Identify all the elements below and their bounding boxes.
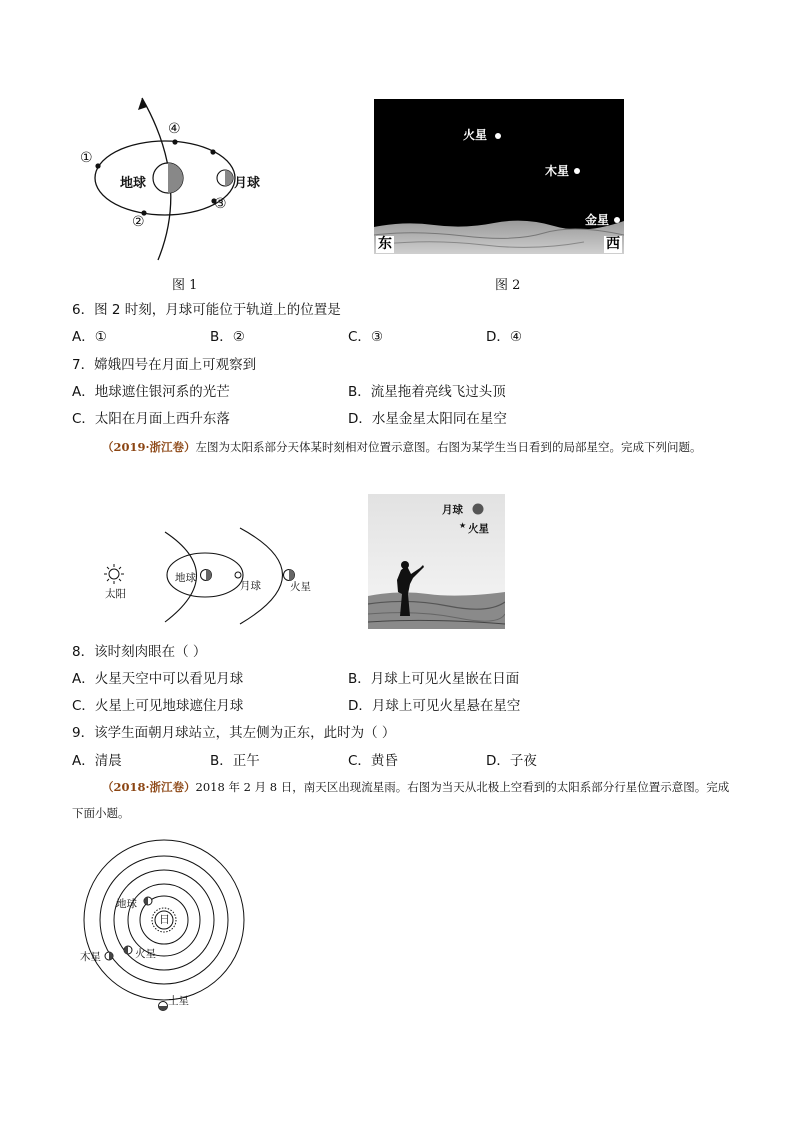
intro-2019-text: 左图为太阳系部分天体某时刻相对位置示意图。右图为某学生当日看到的局部星空。完成下列问题。 bbox=[195, 440, 702, 454]
fig2-mars-label: 火星 bbox=[463, 128, 488, 142]
q9-option-d[interactable]: D．子夜 bbox=[486, 753, 537, 769]
fig2-venus-label: 金星 bbox=[585, 213, 610, 227]
q7-stem: 7．嫦娥四号在月面上可观察到 bbox=[72, 357, 257, 373]
q6-option-a[interactable]: A．① bbox=[72, 329, 107, 345]
figure-2-night-sky bbox=[374, 99, 624, 254]
q8-option-d[interactable]: D．月球上可见火星悬在星空 bbox=[348, 698, 521, 714]
fig1-label-3: ③ bbox=[214, 196, 227, 212]
fig5-sun-label: 日 bbox=[159, 913, 170, 926]
fig2-west-label: 西 bbox=[606, 236, 620, 252]
q7-option-c[interactable]: C．太阳在月面上西升东落 bbox=[72, 411, 230, 427]
q7-option-a[interactable]: A．地球遮住银河系的光芒 bbox=[72, 384, 230, 400]
fig2-caption: 图 2 bbox=[495, 278, 521, 293]
q6-option-b[interactable]: B．② bbox=[210, 329, 245, 345]
intro-2018 bbox=[72, 774, 732, 826]
q7-option-b[interactable]: B．流星拖着亮线飞过头顶 bbox=[348, 384, 506, 400]
intro-2019 bbox=[72, 434, 732, 460]
fig1-label-4: ④ bbox=[168, 121, 181, 137]
fig5-earth-label: 地球 bbox=[116, 898, 137, 910]
q8-stem: 8．该时刻肉眼在（ ） bbox=[72, 644, 207, 660]
fig1-earth-label: 地球 bbox=[120, 176, 147, 191]
fig4-moon-label: 月球 bbox=[442, 504, 463, 516]
q6-option-d[interactable]: D．④ bbox=[486, 329, 522, 345]
figure-3-solar-positions bbox=[100, 526, 330, 626]
intro-2018-text: 2018 年 2 月 8 日，南天区出现流星雨。右图为当天从北极上空看到的太阳系部分行星位置示意图。完成下面小题。 bbox=[72, 780, 730, 820]
figure-4-sky-photo bbox=[368, 494, 505, 629]
q8-option-a[interactable]: A．火星天空中可以看见月球 bbox=[72, 671, 244, 687]
fig1-moon-label: 月球 bbox=[234, 176, 261, 191]
fig1-label-1: ① bbox=[80, 150, 93, 166]
q8-option-c[interactable]: C．火星上可见地球遮住月球 bbox=[72, 698, 244, 714]
q8-option-b[interactable]: B．月球上可见火星嵌在日面 bbox=[348, 671, 520, 687]
q7-option-d[interactable]: D．水星金星太阳同在星空 bbox=[348, 411, 507, 427]
fig3-sun-label: 太阳 bbox=[105, 588, 126, 600]
q9-option-b[interactable]: B．正午 bbox=[210, 753, 260, 769]
fig5-saturn-label: 土星 bbox=[168, 995, 189, 1007]
fig5-mars-label: 火星 bbox=[135, 948, 156, 960]
fig5-jupiter-label: 木星 bbox=[80, 951, 101, 963]
fig1-caption: 图 1 bbox=[172, 278, 198, 293]
fig3-moon-label: 月球 bbox=[240, 580, 261, 592]
q6-stem: 6．图 2 时刻，月球可能位于轨道上的位置是 bbox=[72, 302, 341, 318]
fig3-earth-label: 地球 bbox=[175, 572, 196, 584]
intro-2018-source: （2018·浙江卷） bbox=[102, 780, 196, 794]
fig2-east-label: 东 bbox=[378, 236, 392, 252]
intro-2019-source: （2019·浙江卷） bbox=[102, 440, 196, 454]
svg-text:★: ★ bbox=[459, 521, 467, 530]
fig4-mars-label: 火星 bbox=[468, 523, 489, 535]
q9-stem: 9．该学生面朝月球站立，其左侧为正东，此时为（ ） bbox=[72, 725, 396, 741]
fig3-mars-label: 火星 bbox=[290, 581, 311, 593]
fig2-jupiter-label: 木星 bbox=[545, 164, 570, 178]
q9-option-a[interactable]: A．清晨 bbox=[72, 753, 122, 769]
q6-option-c[interactable]: C．③ bbox=[348, 329, 384, 345]
q9-option-c[interactable]: C．黄昏 bbox=[348, 753, 398, 769]
fig1-label-2: ② bbox=[132, 214, 145, 230]
